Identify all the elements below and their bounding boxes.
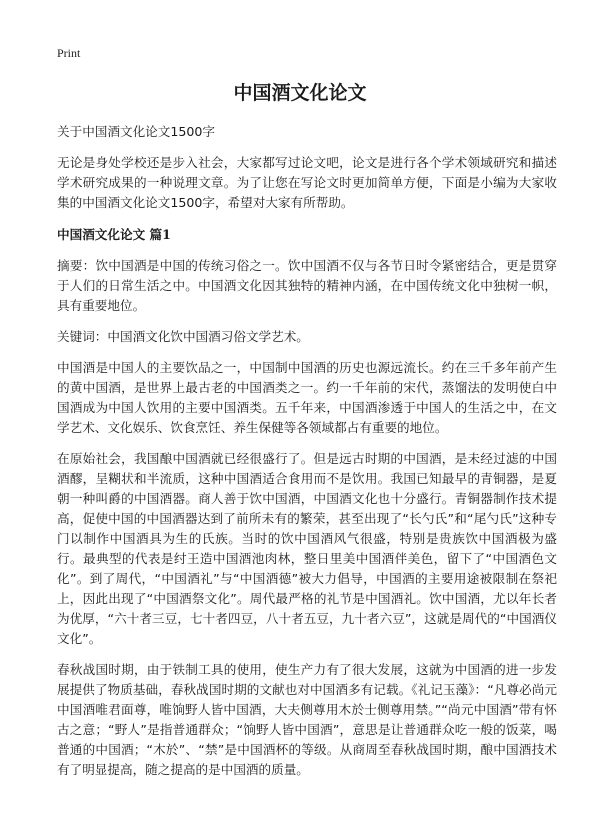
page-title: 中国酒文化论文 <box>233 82 367 104</box>
intro-paragraph: 无论是身处学校还是步入社会，大家都写过论文吧，论文是进行各个学术领域研究和描述学术研究成果的一种说理文章。为了让您在写论文时更加简单方便，下面是小编为大家收集的中国酒文化论文1500字，希望对大家有所帮助。 <box>57 155 557 210</box>
section-heading: 中国酒文化论文 篇1 <box>57 227 171 242</box>
document-body <box>57 122 557 791</box>
body-paragraph: 中国酒是中国人的主要饮品之一，中国制中国酒的历史也源远流长。约在三千多年前产生的黄中国酒，是世界上最古老的中国酒类之一。约一千年前的宋代，蒸馏法的发明使白中国酒成为中国人饮用的主要中国酒类。五千年来，中国酒渗透于中国人的生活之中，在文学艺术、文化娱乐、饮食烹饪、养生保健等各领域都占有重要的地位。 <box>57 360 557 435</box>
print-link[interactable]: Print <box>57 46 81 60</box>
body-paragraph: 在原始社会，我国酿中国酒就已经很盛行了。但是远古时期的中国酒，是未经过滤的中国酒醪，呈糊状和半流质，这种中国酒适合食用而不是饮用。我国已知最早的青铜器，是夏朝一种叫爵的中国酒器。商人善于饮中国酒，中国酒文化也十分盛行。青铜器制作技术提高，促使中国的中国酒器达到了前所未有的繁荣，甚至出现了“长勺氏”和“尾勺氏”这种专门以制作中国酒具为生的氏族。当时的饮中国酒风气很盛，特别是贵族饮中国酒极为盛行。最典型的代表是纣王造中国酒池肉林，整日里美中国酒伴美色，留下了“中国酒色文化”。到了周代，“中国酒礼”与“中国酒德”被大力倡导，中国酒的主要用途被限制在祭祀上，因此出现了“中国酒祭文化”。周代最严格的礼节是中国酒礼。饮中国酒，尤以年长者为优厚，“六十者三豆，七十者四豆，八十者五豆，九十者六豆”，这就是周代的“中国酒仪文化”。 <box>57 451 557 646</box>
body-paragraph: 春秋战国时期，由于铁制工具的使用，使生产力有了很大发展，这就为中国酒的进一步发展提供了物质基础，春秋战国时期的文献也对中国酒多有记载。《礼记玉藻》：“凡尊必尚元中国酒唯君面尊，唯饷野人皆中国酒，大夫侧尊用木於士侧尊用禁。”“尚元中国酒”带有怀古之意；“野人”是指普通群众；“饷野人皆中国酒”，意思是让普通群众吃一般的饭菜，喝普通的中国酒；“木於”、“禁”是中国酒杯的等级。从商周至春秋战国时期，酿中国酒技术有了明显提高，随之提高的是中国酒的质量。 <box>57 662 557 777</box>
abstract-paragraph: 摘要：饮中国酒是中国的传统习俗之一。饮中国酒不仅与各节日时令紧密结合，更是贯穿于人们的日常生活之中。中国酒文化因其独特的精神内涵，在中国传统文化中独树一帜，具有重要地位。 <box>57 258 557 313</box>
subtitle-paragraph: 关于中国酒文化论文1500字 <box>57 124 215 139</box>
keywords-paragraph: 关键词：中国酒文化饮中国酒习俗文学艺术。 <box>57 329 309 344</box>
